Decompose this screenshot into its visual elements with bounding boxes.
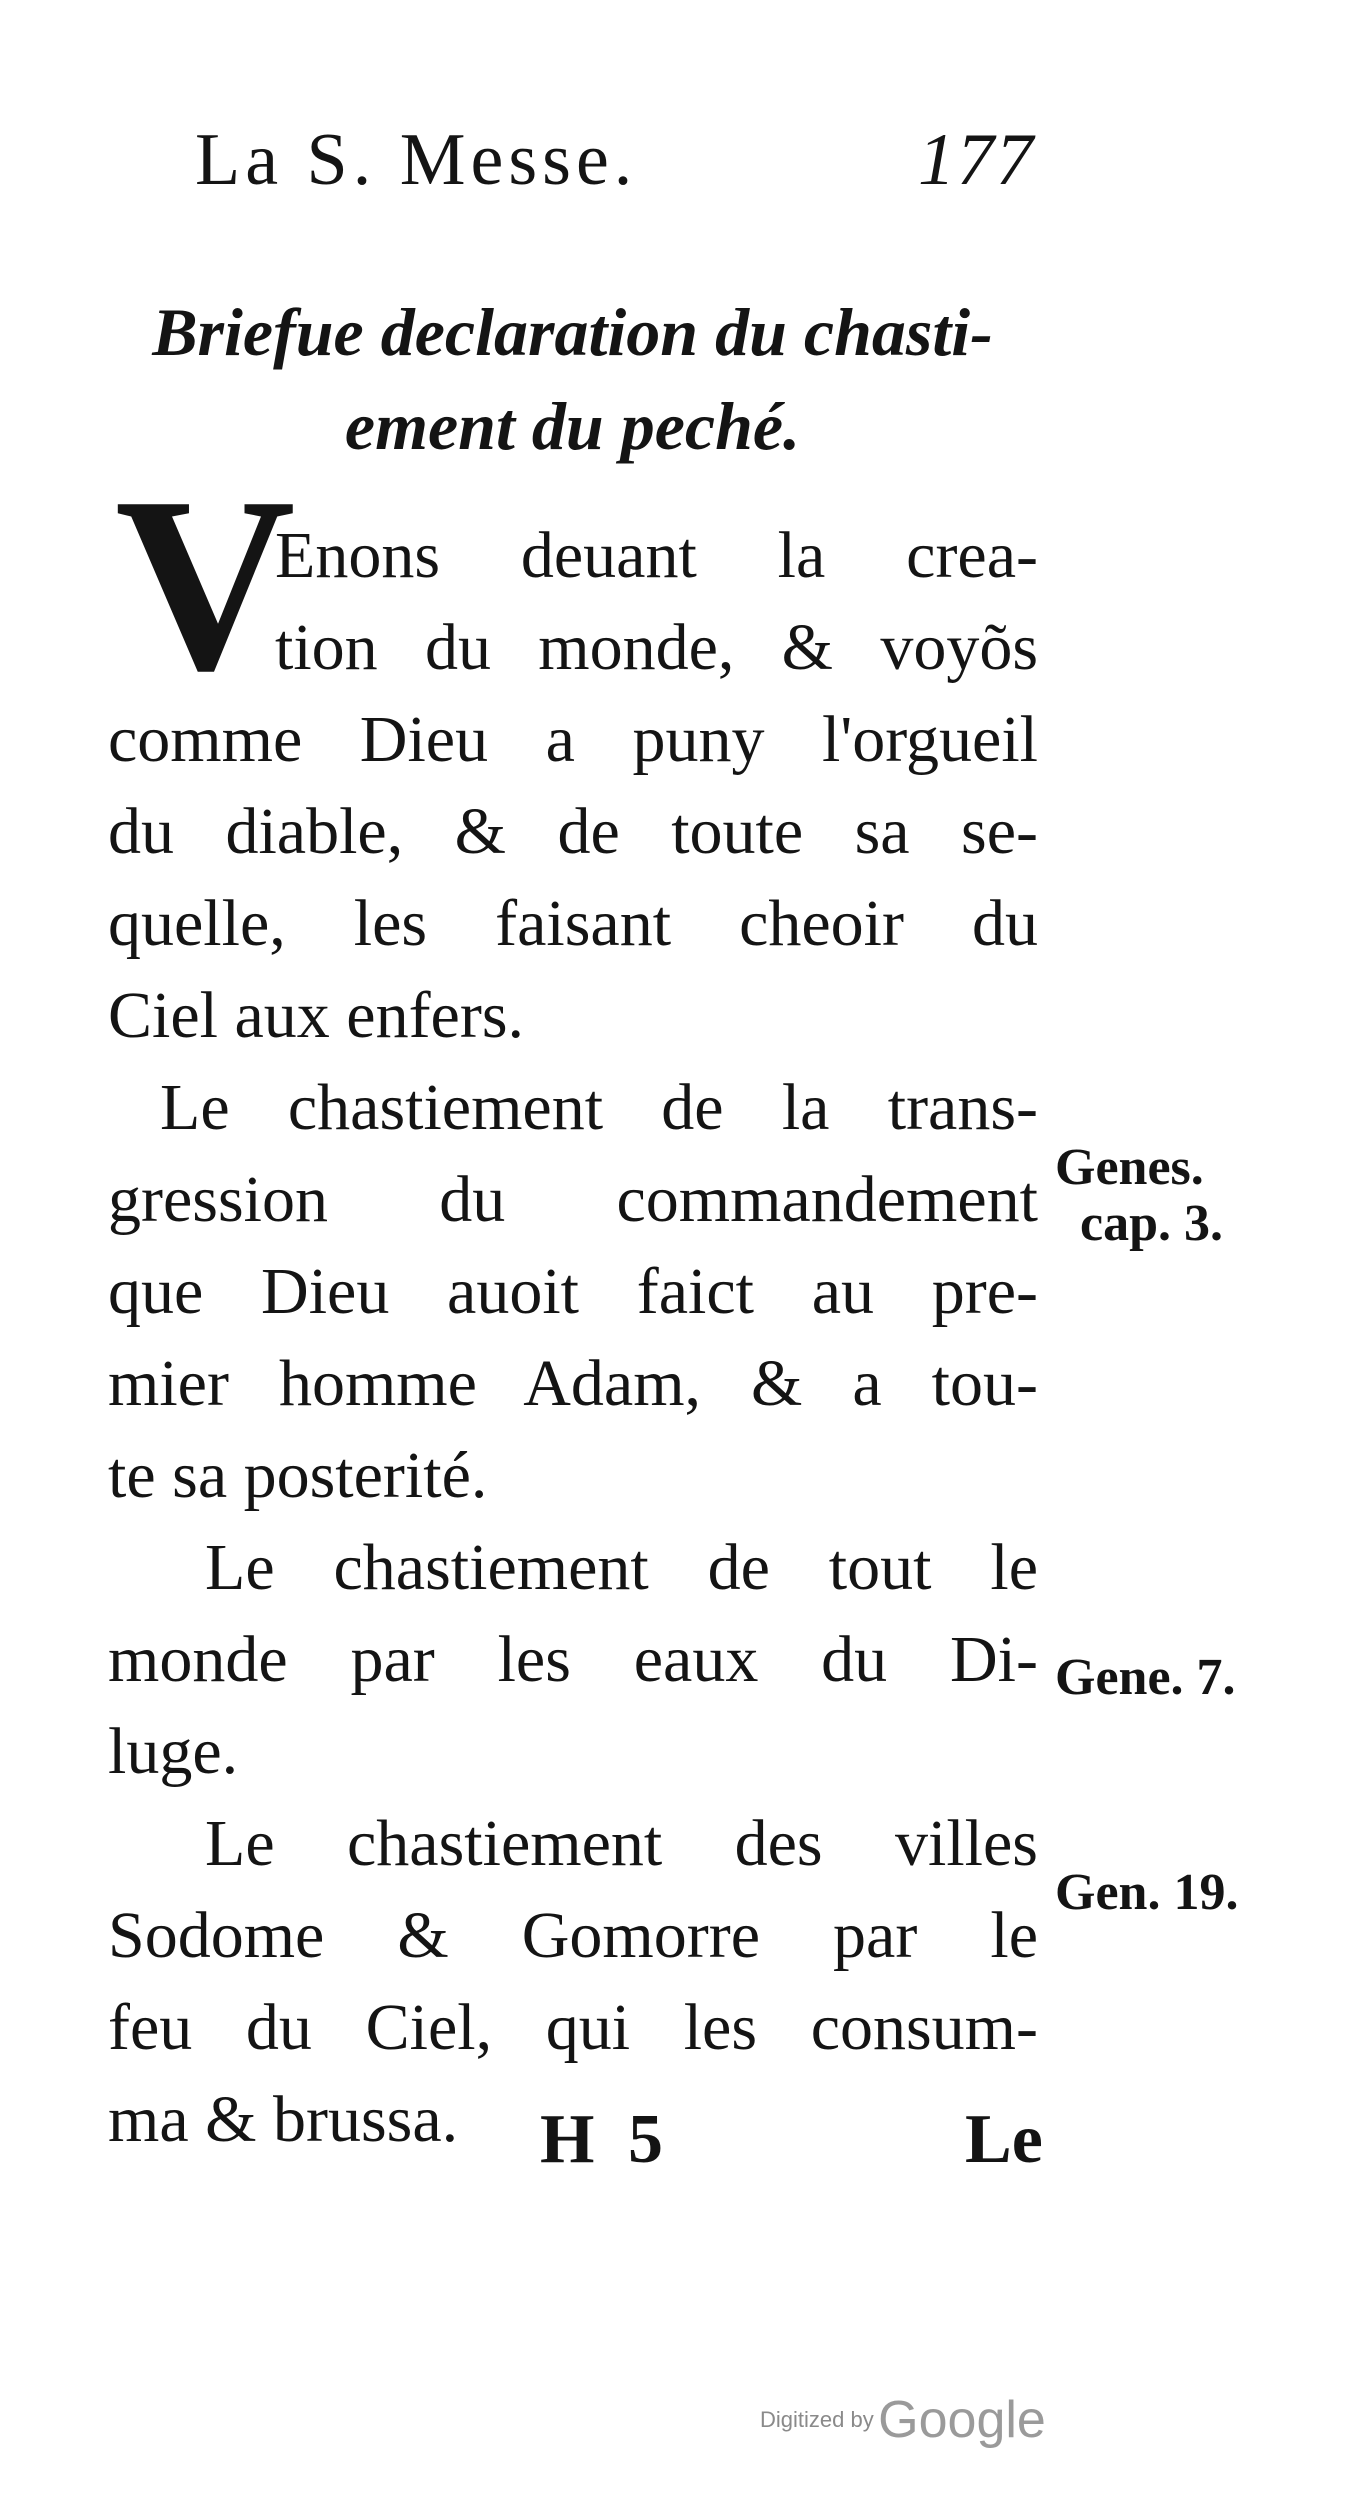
margin-note-genesis-7: Gene. 7. [1055, 1649, 1236, 1706]
text-line: Le chastiement de tout le [205, 1531, 1038, 1604]
text-line: luge. [108, 1715, 239, 1788]
watermark-prefix: Digitized by [760, 2407, 874, 2432]
margin-note-genesis-19: Gen. 19. [1055, 1864, 1239, 1921]
google-logo: Google [878, 2391, 1046, 2449]
catchword: Le [965, 2101, 1043, 2178]
section-heading-line-1: Briefue declaration du chasti- [152, 294, 993, 370]
margin-note-genesis-3 [1055, 1140, 1315, 1252]
section-heading [100, 285, 1045, 473]
digitized-watermark [760, 2390, 1046, 2450]
running-head-title: La S. Messe. [195, 119, 638, 201]
running-head [195, 110, 1035, 210]
section-heading-line-2: ement du peché. [344, 388, 801, 464]
text-line: Le chastiement des villes [205, 1807, 1038, 1880]
text-line: Enons deuant la crea- [275, 519, 1038, 592]
drop-capital: V [115, 446, 296, 723]
signature-mark: H 5 [540, 2101, 671, 2178]
text-line: gression du commandement [108, 1163, 1038, 1236]
text-line: Le chastiement de la trans- [160, 1071, 1038, 1144]
text-line: du diable, & de toute sa se- [108, 795, 1038, 868]
text-line: mier homme Adam, & a tou- [108, 1347, 1038, 1420]
margin-note-line: cap. 3. [1080, 1195, 1223, 1252]
text-line: quelle, les faisant cheoir du [108, 887, 1038, 960]
text-line: tion du monde, & voyõs [275, 611, 1038, 684]
text-line: Ciel aux enfers. [108, 979, 525, 1052]
text-line: te sa posterité. [108, 1439, 488, 1512]
text-line: feu du Ciel, qui les consum- [108, 1991, 1038, 2064]
text-line: Sodome & Gomorre par le [108, 1899, 1038, 1972]
page-number: 177 [918, 119, 1035, 201]
text-line: monde par les eaux du Di- [108, 1623, 1038, 1696]
margin-note-line: Genes. [1055, 1139, 1204, 1196]
text-line: comme Dieu a puny l'orgueil [108, 703, 1038, 776]
text-line: que Dieu auoit faict au pre- [108, 1255, 1038, 1328]
text-line: ma & brussa. [108, 2083, 459, 2156]
